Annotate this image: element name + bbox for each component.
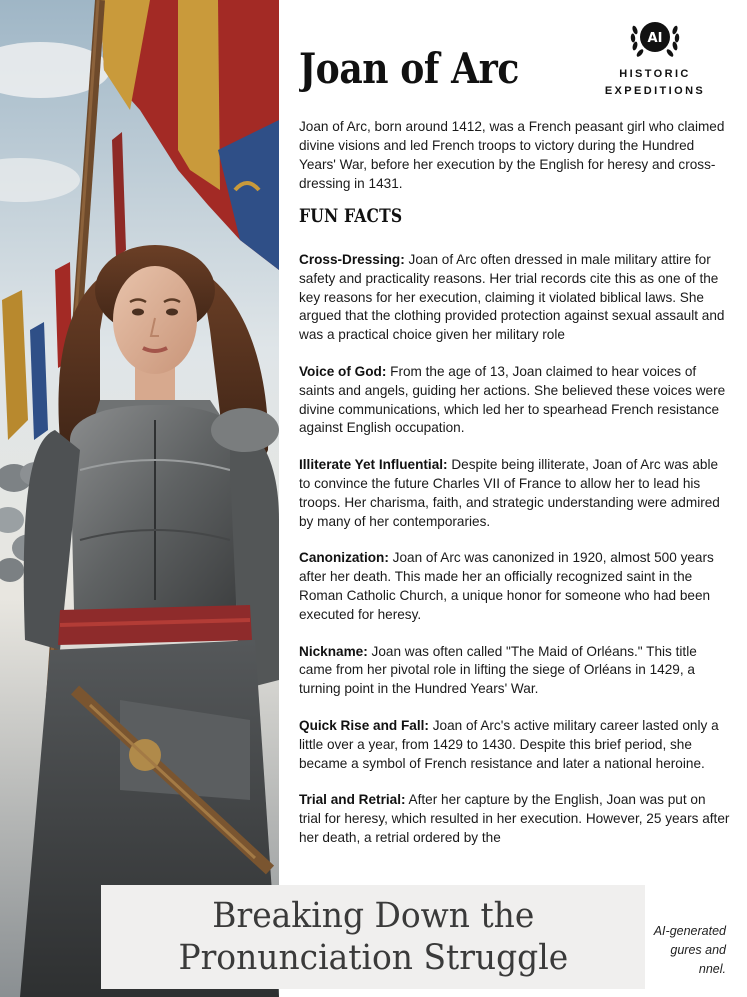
fact-label: Quick Rise and Fall: bbox=[299, 717, 429, 733]
fact-text: Joan was often called "The Maid of Orléans." This title came from her pivotal role in lifting the siege of Orléans in 1429, a turning point in the Hundred Years' War. bbox=[299, 643, 697, 697]
fact-item bbox=[299, 643, 731, 699]
fact-text: After her capture by the English, Joan was put on trial for heresy, which resulted in her execution. However, 25 years after her death, a retrial ordered by the bbox=[299, 792, 730, 845]
banner-text bbox=[178, 895, 568, 979]
intro-paragraph: Joan of Arc, born around 1412, was a French peasant girl who claimed divine visions and led French troops to victory during the Hundred Years' War, before her execution by the English for heresy and cross-dressing in 1431. bbox=[299, 119, 725, 191]
logo-text: AI bbox=[647, 31, 663, 46]
fact-item bbox=[299, 717, 731, 773]
brand-name-line2: EXPEDITIONS bbox=[604, 85, 706, 97]
content-column bbox=[299, 0, 731, 997]
page-title: Joan of Arc bbox=[299, 44, 519, 93]
fact-item bbox=[299, 456, 731, 531]
banner-line2: Pronunciation Struggle bbox=[178, 938, 568, 978]
disclaimer-line3: nnel. bbox=[698, 962, 726, 976]
fact-item bbox=[299, 251, 731, 345]
fact-item bbox=[299, 363, 731, 438]
disclaimer-line2: gures and bbox=[670, 943, 726, 957]
laurel-logo-icon bbox=[628, 14, 682, 64]
fact-label: Trial and Retrial: bbox=[299, 792, 406, 808]
fact-label: Voice of God: bbox=[299, 363, 387, 379]
fact-text: Joan of Arc often dressed in male military attire for safety and practicality reasons. Her trial records cite this as one of the key reasons for her execution, claiming it violated biblical laws. She argued that the clothing provided protection against sexual assault and was a practical choice given her military role bbox=[299, 252, 725, 343]
disclaimer-line1: AI-generated bbox=[653, 924, 726, 938]
fun-facts-heading: FUN FACTS bbox=[299, 205, 403, 227]
fact-item bbox=[299, 791, 731, 847]
right-pauldron bbox=[211, 408, 279, 452]
fact-text: Despite being illiterate, Joan of Arc was able to convince the future Charles VII of France to allow her to lead his troops. Her charisma, faith, and strategic understanding were admired by many of her contemporaries. bbox=[299, 457, 720, 529]
fun-facts-list bbox=[299, 251, 731, 866]
fact-label: Nickname: bbox=[299, 643, 368, 659]
joan-of-arc-illustration bbox=[0, 0, 279, 997]
fact-item bbox=[299, 549, 731, 624]
fact-label: Cross-Dressing: bbox=[299, 252, 405, 267]
fact-text: From the age of 13, Joan claimed to hear voices of saints and angels, guiding her actions. She believed these voices were divine communications, which led her to spearhead French resistance against English occupation. bbox=[299, 363, 726, 436]
fact-label: Illiterate Yet Influential: bbox=[299, 457, 448, 473]
fact-label: Canonization: bbox=[299, 550, 389, 566]
brand-name-line1: HISTORIC bbox=[619, 68, 691, 80]
brand-block bbox=[595, 14, 715, 98]
fact-text: Joan of Arc was canonized in 1920, almost 500 years after her death. This made her an officially recognized saint in the Roman Catholic Church, a unique honor for someone who had been executed for heresy. bbox=[299, 550, 714, 622]
illustration-svg bbox=[0, 0, 279, 997]
pronunciation-banner bbox=[101, 885, 645, 989]
fact-text: Joan of Arc's active military career lasted only a little over a year, from 1429 to 1430. Despite this brief period, she became a symbol of French resistance and later a national heroine. bbox=[299, 717, 719, 771]
banner-line1: Breaking Down the bbox=[211, 896, 535, 936]
